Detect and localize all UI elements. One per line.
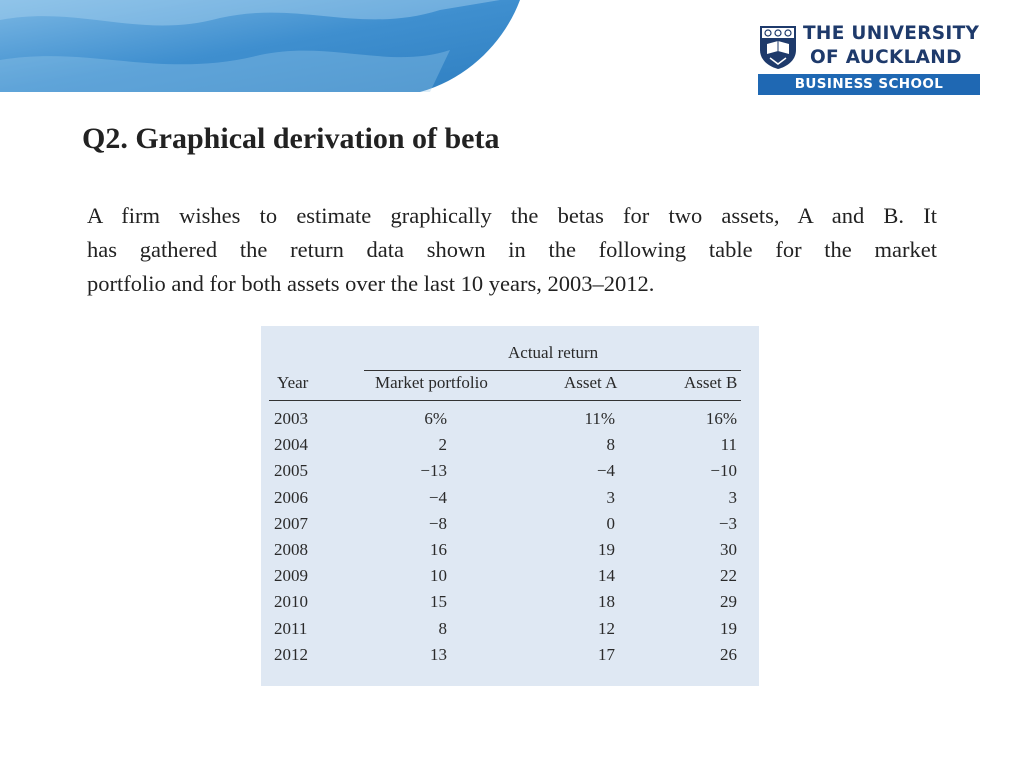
- table-header-market: Market portfolio: [375, 373, 488, 392]
- table-cell-asset-a: 3: [606, 487, 615, 507]
- table-cell-year: 2008: [274, 540, 308, 559]
- table-cell-year: 2012: [274, 644, 308, 664]
- table-cell-asset-a: 8: [606, 435, 615, 455]
- table-cell-asset-a: 19: [598, 540, 615, 559]
- table-group-rule: [364, 370, 741, 371]
- table-cell-asset-a: 0: [606, 513, 615, 533]
- table-header-asset-b: Asset B: [684, 373, 738, 392]
- table-header-asset-a: Asset A: [564, 373, 618, 392]
- slide-body-text: [87, 199, 937, 301]
- table-cell-asset-b: 11: [720, 435, 737, 455]
- table-cell-asset-b: 3: [728, 487, 737, 507]
- body-line-2: has gathered the return data shown in the following table for the market: [87, 237, 937, 262]
- table-cell-asset-b: 29: [720, 592, 737, 612]
- table-cell-market: 8: [438, 618, 447, 638]
- table-cell-year: 2004: [274, 435, 308, 455]
- table-group-header: Actual return: [508, 343, 599, 362]
- table-cell-asset-b: −3: [718, 513, 737, 533]
- university-crest-icon: [758, 24, 798, 70]
- table-cell-asset-a: 11%: [584, 409, 615, 428]
- body-line-3: portfolio and for both assets over the last 10 years, 2003–2012.: [87, 271, 655, 296]
- table-cell-year: 2003: [274, 409, 308, 428]
- table-cell-asset-b: 22: [720, 566, 737, 586]
- table-cell-asset-a: 17: [598, 644, 615, 664]
- table-cell-asset-b: 16%: [705, 409, 737, 428]
- table-cell-asset-a: 18: [598, 592, 615, 612]
- table-cell-asset-b: 30: [720, 540, 737, 559]
- table-header-rule: [269, 400, 741, 401]
- logo-text-line2: OF AUCKLAND: [810, 47, 962, 68]
- table-cell-asset-b: 26: [720, 644, 737, 664]
- body-line-1: A firm wishes to estimate graphically the betas for two assets, A and B. It: [87, 203, 937, 228]
- table-cell-market: 6%: [424, 409, 447, 428]
- table-cell-year: 2005: [274, 461, 308, 481]
- table-cell-market: 15: [430, 592, 447, 612]
- table-cell-market: −13: [420, 461, 447, 481]
- table-cell-asset-b: −10: [710, 461, 737, 481]
- university-logo: [758, 24, 980, 96]
- table-cell-asset-a: 12: [598, 618, 615, 638]
- table-header-year: Year: [277, 373, 309, 392]
- table-cell-year: 2011: [274, 618, 308, 638]
- logo-text-business-school: BUSINESS SCHOOL: [758, 74, 980, 95]
- table-cell-year: 2009: [274, 566, 308, 586]
- logo-text-line1: THE UNIVERSITY: [803, 23, 980, 44]
- table-cell-market: 2: [438, 435, 447, 455]
- table-cell-year: 2010: [274, 592, 308, 612]
- table-cell-asset-b: 19: [720, 618, 737, 638]
- table-cell-market: 13: [430, 644, 447, 664]
- table-cell-market: 10: [430, 566, 447, 586]
- table-cell-asset-a: 14: [598, 566, 615, 586]
- table-cell-year: 2006: [274, 487, 308, 507]
- table-cell-market: −4: [428, 487, 447, 507]
- table-cell-asset-a: −4: [596, 461, 615, 481]
- table-cell-market: −8: [428, 513, 447, 533]
- table-cell-market: 16: [430, 540, 447, 559]
- table-cell-year: 2007: [274, 513, 308, 533]
- returns-table: [261, 326, 759, 686]
- slide-title: Q2. Graphical derivation of beta: [82, 122, 500, 155]
